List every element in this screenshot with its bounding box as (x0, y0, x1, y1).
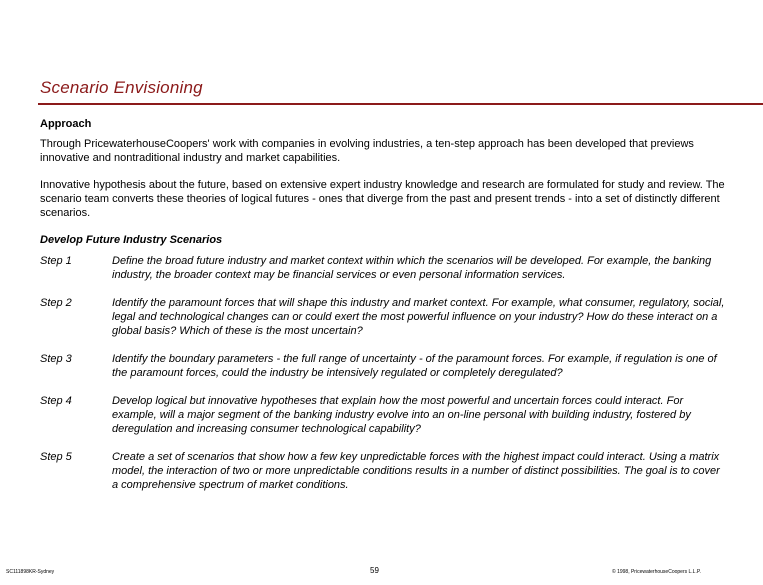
footer-page-number: 59 (370, 566, 379, 575)
step-row (40, 254, 725, 282)
step-row (40, 450, 725, 492)
title-rule (38, 103, 763, 105)
step-text: Identify the paramount forces that will shape this industry and market context. For example, what consumer, regulatory, social, legal and technological changes can or could exert the most powerful influence on your industry? How do these interact on a global basis? Which of these is the most uncertain? (112, 297, 725, 337)
section-heading: Develop Future Industry Scenarios (40, 234, 223, 246)
step-row (40, 394, 725, 436)
step-label: Step 5 (40, 451, 72, 463)
step-text: Define the broad future industry and market context within which the scenarios will be developed. For example, the banking industry, the broader context may be financial services or even personal information services. (112, 255, 712, 281)
footer-document-id: SC111898KR-Sydney (6, 569, 55, 575)
step-text: Identify the boundary parameters - the full range of uncertainty - of the paramount forces. For example, if regulation is one of the paramount forces, could the industry be intensively regulated or completely deregulated? (112, 353, 717, 379)
step-text: Create a set of scenarios that show how a few key unpredictable forces with the highest impact could interact. Using a matrix model, the interaction of two or more unpredictable conditions results in a number of distinct possibilities. The goal is to cover a comprehensive spectrum of market conditions. (112, 451, 720, 491)
content (40, 117, 725, 506)
step-label: Step 3 (40, 353, 72, 365)
step-label: Step 2 (40, 297, 72, 309)
footer-copyright: © 1998, PricewaterhouseCoopers L.L.P. (612, 569, 701, 575)
step-label: Step 1 (40, 255, 72, 267)
approach-paragraph-2: Innovative hypothesis about the future, based on extensive expert industry knowledge and research are formulated for study and review. The scenario team converts these theories of logical futures - ones that diverge from the past and present trends - into a set of distinctly different scenarios. (40, 179, 725, 219)
page-title: Scenario Envisioning (40, 78, 203, 97)
step-text: Develop logical but innovative hypotheses that explain how the most powerful and uncertain forces could interact. For example, will a major segment of the banking industry evolve into an on-line personal with building industry, fostered by deregulation and increasing consumer technological capability? (112, 395, 691, 435)
step-row (40, 296, 725, 338)
approach-paragraph-1: Through PricewaterhouseCoopers' work with companies in evolving industries, a ten-step approach has been developed that previews innovative and nontraditional industry and market capabilities. (40, 138, 694, 164)
step-row (40, 352, 725, 380)
approach-heading: Approach (40, 118, 92, 130)
step-label: Step 4 (40, 395, 72, 407)
